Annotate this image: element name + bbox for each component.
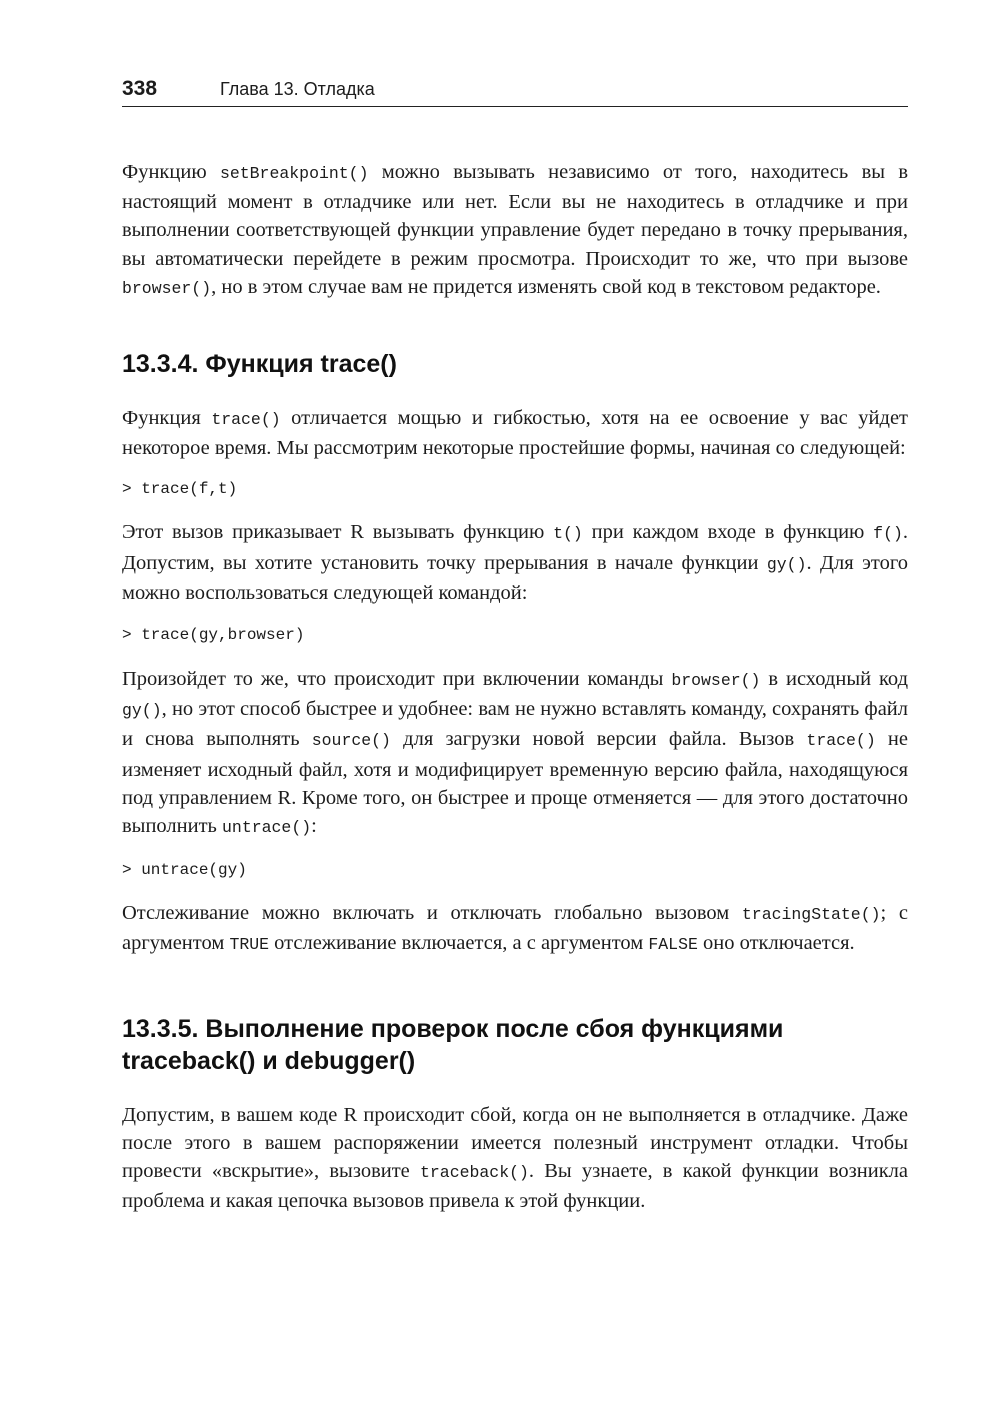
inline-code: browser() bbox=[122, 278, 212, 298]
text: можно вызывать независимо от того, находитесь вы в настоящий момент в отладчике или нет. Если вы не находитесь в отладчике и при выполнении соответствующей функции управление будет передано в точку прерывания, вы автоматически перейдете в режим просмотра. Происходит то же, что при вызове bbox=[122, 161, 909, 270]
text: , но этот способ быстрее и удобнее: вам не нужно вставлять команду, сохранять файл и снова выполнять bbox=[122, 698, 908, 751]
inline-code: gy() bbox=[766, 554, 807, 574]
text: не изменяет исходный файл, хотя и модифицирует временную версию файла, находящуюся под управлением R. Кроме того, он быстрее и проще отменяется — для этого достаточно выполнить bbox=[122, 728, 909, 838]
paragraph-trace-benefits bbox=[122, 665, 908, 842]
inline-code: traceback() bbox=[419, 1163, 529, 1183]
text: при каждом входе в функцию bbox=[582, 521, 874, 544]
inline-code: f() bbox=[873, 524, 903, 544]
code-block-trace: > trace(f,t) bbox=[122, 480, 238, 499]
inline-code: TRUE bbox=[229, 935, 270, 955]
page-header bbox=[122, 74, 908, 107]
text: ; с аргументом bbox=[122, 902, 909, 955]
page-number: 338 bbox=[122, 77, 158, 100]
text: : bbox=[311, 815, 317, 838]
paragraph-traceback bbox=[122, 1101, 908, 1216]
inline-code: t() bbox=[553, 524, 583, 544]
inline-code: browser() bbox=[671, 671, 761, 691]
inline-code: trace() bbox=[806, 731, 876, 751]
page-content bbox=[122, 158, 908, 1215]
paragraph-trace-intro bbox=[122, 404, 908, 462]
text: Отслеживание можно включать и отключать глобально вызовом bbox=[122, 902, 742, 925]
text: , но в этом случае вам не придется изменять свой код в текстовом редакторе. bbox=[211, 275, 881, 298]
heading-line: 13.3.5. Выполнение проверок после сбоя функциями bbox=[122, 1014, 784, 1043]
text: Функция bbox=[122, 407, 212, 430]
text: Этот вызов приказывает R вызывать функцию bbox=[122, 521, 554, 544]
inline-code: gy() bbox=[122, 701, 162, 721]
paragraph-trace-explain bbox=[122, 518, 908, 607]
text: . Для этого можно воспользоваться следующей командой: bbox=[122, 551, 909, 604]
text: . Допустим, вы хотите установить точку прерывания в начале функции bbox=[122, 521, 909, 574]
section-heading-trace: 13.3.4. Функция trace() bbox=[122, 350, 397, 379]
text: отличается мощью и гибкостью, хотя на ее освоение у вас уйдет некоторое время. Мы рассмотрим некоторые простейшие формы, начиная со следующей: bbox=[122, 407, 909, 460]
code-block-trace-browser: > trace(gy,browser) bbox=[122, 626, 305, 645]
inline-code: setBreakpoint() bbox=[219, 164, 369, 183]
text: Функцию bbox=[122, 161, 220, 183]
paragraph-setbreakpoint bbox=[122, 158, 908, 303]
chapter-title: Глава 13. Отладка bbox=[220, 79, 375, 99]
inline-code: FALSE bbox=[648, 935, 698, 955]
inline-code: source() bbox=[311, 731, 391, 751]
text: оно отключается. bbox=[697, 932, 855, 955]
section-heading-traceback bbox=[122, 1013, 908, 1077]
text: отслеживание включается, а с аргументом bbox=[269, 932, 649, 955]
text: Допустим, в вашем коде R происходит сбой, когда он не выполняется в отладчике. Даже после этого в вашем распоряжении имеется полезный инструмент отладки. Чтобы провести «вскрытие», вызовите bbox=[122, 1103, 908, 1183]
paragraph-tracing-state bbox=[122, 899, 908, 959]
text: Произойдет то же, что происходит при включении команды bbox=[122, 668, 672, 691]
code-block-untrace: > untrace(gy) bbox=[122, 861, 247, 880]
text: для загрузки новой версии файла. Вызов bbox=[390, 728, 807, 751]
text: в исходный код bbox=[760, 668, 909, 691]
heading-line: traceback() и debugger() bbox=[122, 1046, 416, 1075]
inline-code: trace() bbox=[211, 410, 281, 430]
inline-code: untrace() bbox=[222, 818, 312, 838]
text: . Вы узнаете, в какой функции возникла проблема и какая цепочка вызовов привела к этой функции. bbox=[122, 1160, 908, 1213]
inline-code: tracingState() bbox=[741, 905, 881, 925]
